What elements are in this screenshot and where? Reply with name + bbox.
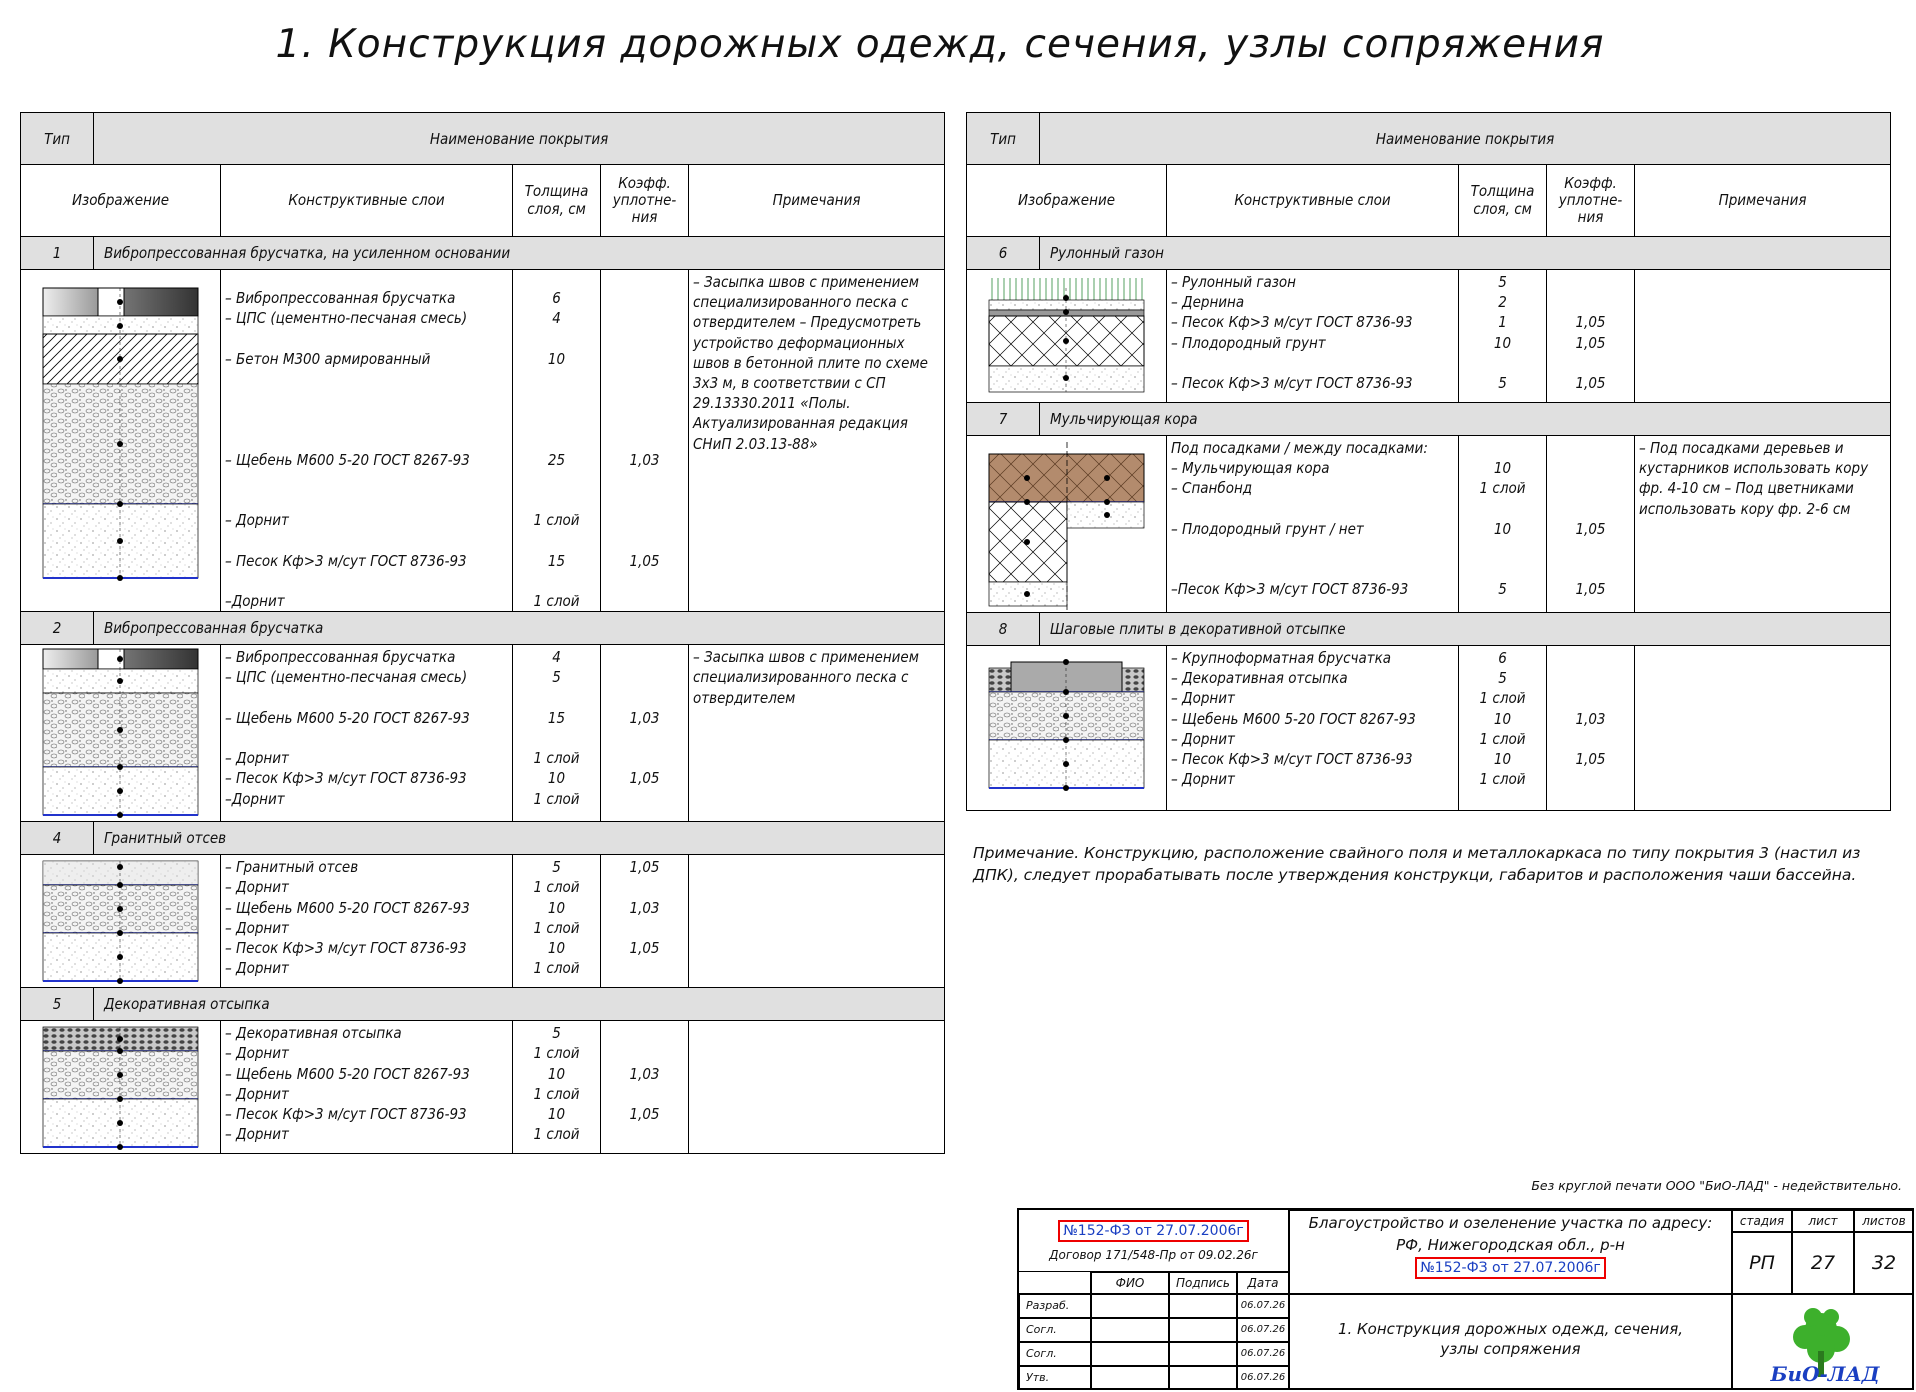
section-diagram [21, 855, 221, 988]
header-coef: Коэфф. уплотне- ния [601, 165, 689, 237]
col-date: Дата [1237, 1272, 1289, 1294]
section-layers: – Декоративная отсыпка – Дорнит – Щебень М600 5-20 ГОСТ 8267-93 – Дорнит – Песок Кф>3 м/сут ГОСТ 8736-93 – Дорнит [225, 1024, 470, 1144]
stamp-disclaimer: Без круглой печати ООО "БиО-ЛАД" - недействительно. [1531, 1178, 1902, 1193]
header-thickness: Толщина слоя, см [513, 165, 601, 237]
project-line-1: Благоустройство и озеленение участка по адресу: [1308, 1214, 1713, 1232]
section-number: 4 [21, 822, 94, 855]
col-sign: Подпись [1169, 1272, 1237, 1294]
section-layers: – Гранитный отсев – Дорнит – Щебень М600 5-20 ГОСТ 8267-93 – Дорнит – Песок Кф>3 м/сут ГОСТ 8736-93 – Дорнит [225, 858, 470, 978]
col-fio: ФИО [1091, 1272, 1169, 1294]
date-1: 06.07.26 [1237, 1294, 1289, 1318]
section-notes [689, 1021, 944, 1025]
section-name: Шаговые плиты в декоративной отсыпке [1040, 613, 1891, 646]
section-thickness: 5 2 1 10 5 [1493, 273, 1512, 393]
section-layers: Под посадками / между посадками: – Мульчирующая кора – Спанбонд – Плодородный грунт / нет –Песок Кф>3 м/сут ГОСТ 8736-93 [1171, 439, 1428, 599]
logo-text: БиО-ЛАД [1770, 1362, 1880, 1386]
tree-icon [1733, 1295, 1913, 1389]
section-coef: 1,03 1,05 [629, 1064, 660, 1124]
section-number: 2 [21, 612, 94, 645]
general-note: Примечание. Конструкцию, расположение свайного поля и металлокаркаса по типу покрытия 3 (настил из ДПК), следует прорабатывать после утверждения конструкци, габаритов и расположения чаши бассейна. [973, 844, 1861, 884]
header-name: Наименование покрытия [1040, 113, 1891, 165]
sheet-title: 1. Конструкция дорожных одежд, сечения, узлы сопряжения [1289, 1294, 1732, 1390]
section-number: 8 [967, 613, 1040, 646]
right-spec-table [966, 112, 1891, 811]
sheets-value: 32 [1854, 1232, 1914, 1294]
left-spec-table [20, 112, 945, 1154]
section-coef: 1,05 1,03 1,05 [629, 858, 660, 958]
section-number: 1 [21, 237, 94, 270]
section-number: 7 [967, 403, 1040, 436]
header-image: Изображение [967, 165, 1167, 237]
section-name: Гранитный отсев [94, 822, 945, 855]
section-layers: – Вибропрессованная брусчатка – ЦПС (цементно-песчаная смесь) – Щебень М600 5-20 ГОСТ 8267-93 – Дорнит – Песок Кф>3 м/сут ГОСТ 8736-93 –Дорнит [225, 648, 470, 808]
header-type: Тип [21, 113, 94, 165]
date-2: 06.07.26 [1237, 1318, 1289, 1342]
project-law-stamp: №152-ФЗ от 27.07.2006г [1415, 1257, 1606, 1279]
section-thickness: 4 5 15 1 слой 10 1 слой [533, 648, 580, 808]
section-name: Рулонный газон [1040, 237, 1891, 270]
header-notes: Примечания [1635, 165, 1891, 237]
section-name: Вибропрессованная брусчатка [94, 612, 945, 645]
page-title: 1. Конструкция дорожных одежд, сечения, узлы сопряжения [275, 22, 1605, 67]
sheets-label: листов [1854, 1210, 1914, 1232]
section-diagram [21, 1021, 221, 1154]
section-name: Вибропрессованная брусчатка, на усиленном основании [94, 237, 945, 270]
section-name: Декоративная отсыпка [94, 988, 945, 1021]
section-notes: – Засыпка швов с применением специализированного песка с отвердителем [693, 648, 919, 707]
section-thickness: 10 1 слой 10 5 [1479, 459, 1526, 599]
section-notes [1635, 270, 1890, 274]
section-notes [1635, 646, 1890, 650]
role-2: Согл. [1019, 1318, 1091, 1342]
section-coef: 1,03 1,05 [629, 450, 660, 570]
section-thickness: 5 1 слой 10 1 слой 10 1 слой [533, 1024, 580, 1144]
section-thickness: 5 1 слой 10 1 слой 10 1 слой [533, 858, 580, 978]
law-stamp: №152-ФЗ от 27.07.2006г [1058, 1220, 1249, 1242]
section-number: 6 [967, 237, 1040, 270]
header-notes: Примечания [689, 165, 945, 237]
role-4: Утв. [1019, 1366, 1091, 1390]
section-notes: – Под посадками деревьев и кустарников использовать кору фр. 4-10 см – Под цветниками использовать кору фр. 2-6 см [1639, 439, 1869, 518]
header-thickness: Толщина слоя, см [1459, 165, 1547, 237]
section-notes: – Засыпка швов с применением специализированного песка с отвердителем – Предусмотреть устройство деформационных швов в бетонной плите по схеме 3х3 м, в соответствии с СП 29.13330.2011 «Полы. Актуализированная редакция СНиП 2.03.13-88» [693, 273, 928, 453]
section-layers: – Крупноформатная брусчатка – Декоративная отсыпка – Дорнит – Щебень М600 5-20 ГОСТ 8267-93 – Дорнит – Песок Кф>3 м/сут ГОСТ 8736-93 – Дорнит [1171, 649, 1416, 789]
section-diagram [967, 436, 1167, 613]
project-line-2: РФ, Нижегородская обл., р-н [1396, 1236, 1625, 1254]
role-1: Разраб. [1019, 1294, 1091, 1318]
section-coef: 1,05 1,05 1,05 [1575, 313, 1606, 393]
header-image: Изображение [21, 165, 221, 237]
header-coef: Коэфф. уплотне- ния [1547, 165, 1635, 237]
header-name: Наименование покрытия [94, 113, 945, 165]
logo [1732, 1294, 1914, 1390]
section-diagram [967, 270, 1167, 403]
section-coef: 1,03 1,05 [1575, 709, 1606, 769]
contract-text: Договор 171/548-Пр от 09.02.26г [1049, 1248, 1258, 1262]
date-3: 06.07.26 [1237, 1342, 1289, 1366]
section-coef: 1,05 1,05 [1575, 519, 1606, 599]
header-layers: Конструктивные слои [221, 165, 513, 237]
contract-cell [1019, 1210, 1289, 1272]
date-4: 06.07.26 [1237, 1366, 1289, 1390]
section-thickness: 6 5 1 слой 10 1 слой 10 1 слой [1479, 649, 1526, 789]
stage-value: РП [1732, 1232, 1792, 1294]
section-diagram [967, 646, 1167, 811]
title-block [1017, 1208, 1914, 1390]
sheet-value: 27 [1792, 1232, 1854, 1294]
section-number: 5 [21, 988, 94, 1021]
section-diagram [21, 645, 221, 822]
section-layers: – Вибропрессованная брусчатка – ЦПС (цементно-песчаная смесь) – Бетон М300 армированный – Щебень М600 5-20 ГОСТ 8267-93 – Дорнит – Песок Кф>3 м/сут ГОСТ 8736-93 –Дорнит [225, 289, 470, 611]
header-type: Тип [967, 113, 1040, 165]
header-layers: Конструктивные слои [1167, 165, 1459, 237]
section-diagram [21, 270, 221, 612]
section-name: Мульчирующая кора [1040, 403, 1891, 436]
sheet-label: лист [1792, 1210, 1854, 1232]
section-notes [689, 855, 944, 859]
section-thickness: 6 4 10 25 1 слой 15 1 слой [533, 289, 580, 611]
section-layers: – Рулонный газон – Дернина – Песок Кф>3 м/сут ГОСТ 8736-93 – Плодородный грунт – Песок Кф>3 м/сут ГОСТ 8736-93 [1171, 273, 1413, 393]
section-coef: 1,03 1,05 [629, 708, 660, 788]
project-cell [1289, 1210, 1732, 1294]
role-3: Согл. [1019, 1342, 1091, 1366]
stage-label: стадия [1732, 1210, 1792, 1232]
